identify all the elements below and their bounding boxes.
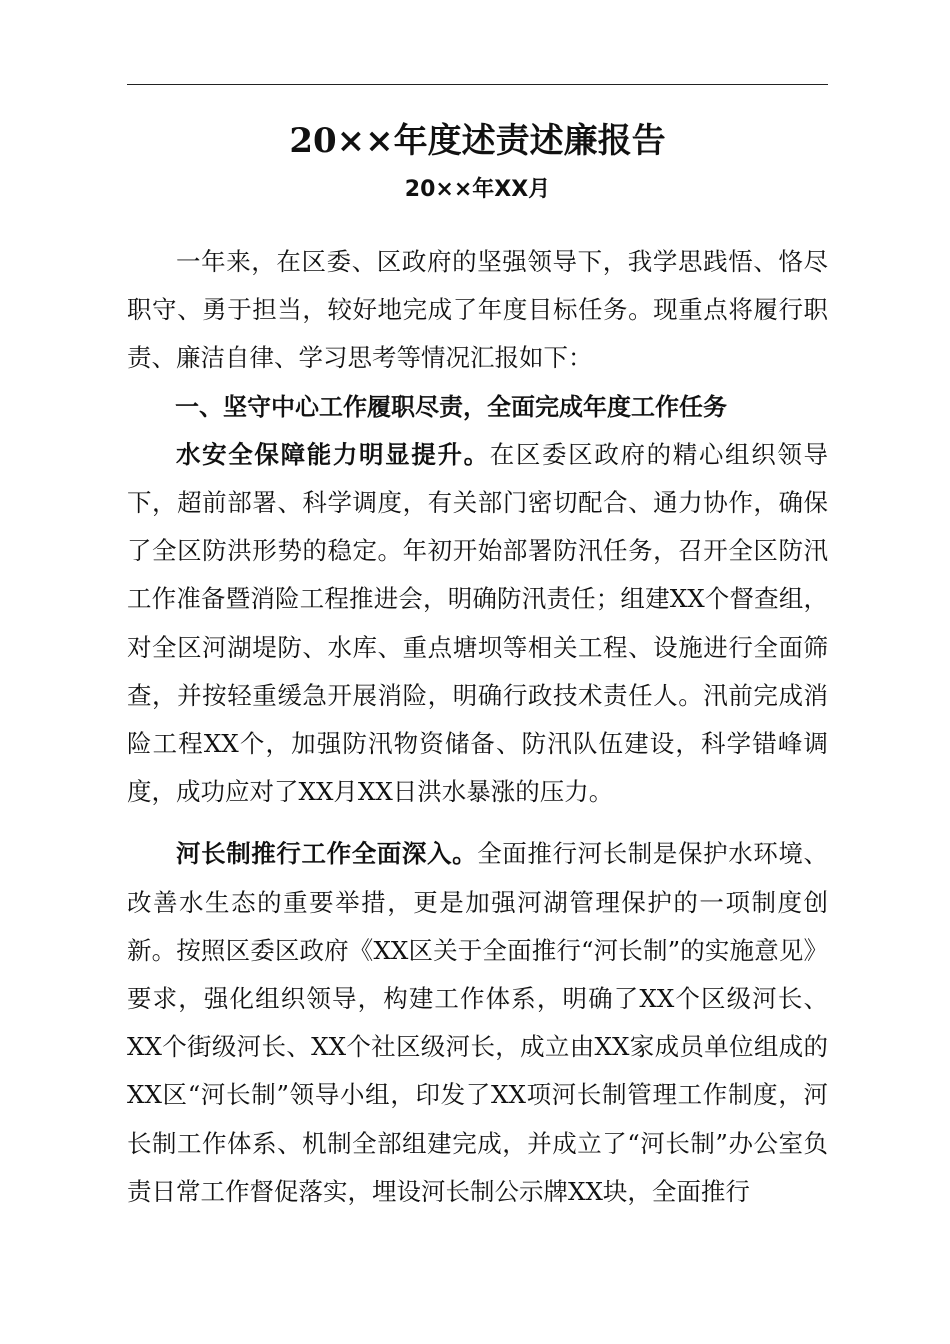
paragraph-water-safety (127, 431, 828, 817)
section-heading: 一、坚守中心工作履职尽责，全面完成年度工作任务 (175, 392, 727, 421)
paragraph-lead: 水安全保障能力明显提升。 (176, 439, 490, 469)
document-body (127, 238, 828, 1216)
paragraph-lead: 河长制推行工作全面深入。 (176, 839, 478, 869)
document-date: 20××年XX月 (404, 177, 551, 202)
document-title: 20××年度述责述廉报告 (289, 121, 666, 161)
paragraph-river-chief (127, 830, 828, 1216)
header-rule (127, 84, 828, 85)
paragraph-text: 在区委区政府的精心组织领导下，超前部署、科学调度，有关部门密切配合、通力协作，确保了全区防洪形势的稳定。年初开始部署防汛任务，召开全区防汛工作准备暨消险工程推进会，明确防汛责任；组建XX个督查组，对全区河湖堤防、水库、重点塘坝等相关工程、设施进行全面筛查，并按轻重缓急开展消险，明确行政技术责任人。汛前完成消险工程XX个，加强防汛物资储备、防汛队伍建设，科学错峰调度，成功应对了XX月XX日洪水暴涨的压力。 (127, 439, 828, 807)
intro-paragraph: 一年来，在区委、区政府的坚强领导下，我学思践悟、恪尽职守、勇于担当，较好地完成了年度目标任务。现重点将履行职责、廉洁自律、学习思考等情况汇报如下： (127, 247, 828, 373)
paragraph-text: 全面推行河长制是保护水环境、改善水生态的重要举措，更是加强河湖管理保护的一项制度创新。按照区委区政府《XX区关于全面推行“河长制”的实施意见》要求，强化组织领导，构建工作体系，明确了XX个区级河长、XX个街级河长、XX个社区级河长，成立由XX家成员单位组成的XX区“河长制”领导小组，印发了XX项河长制管理工作制度，河长制工作体系、机制全部组建完成，并成立了“河长制”办公室负责日常工作督促落实，埋设河长制公示牌XX块，全面推行 (127, 839, 829, 1206)
